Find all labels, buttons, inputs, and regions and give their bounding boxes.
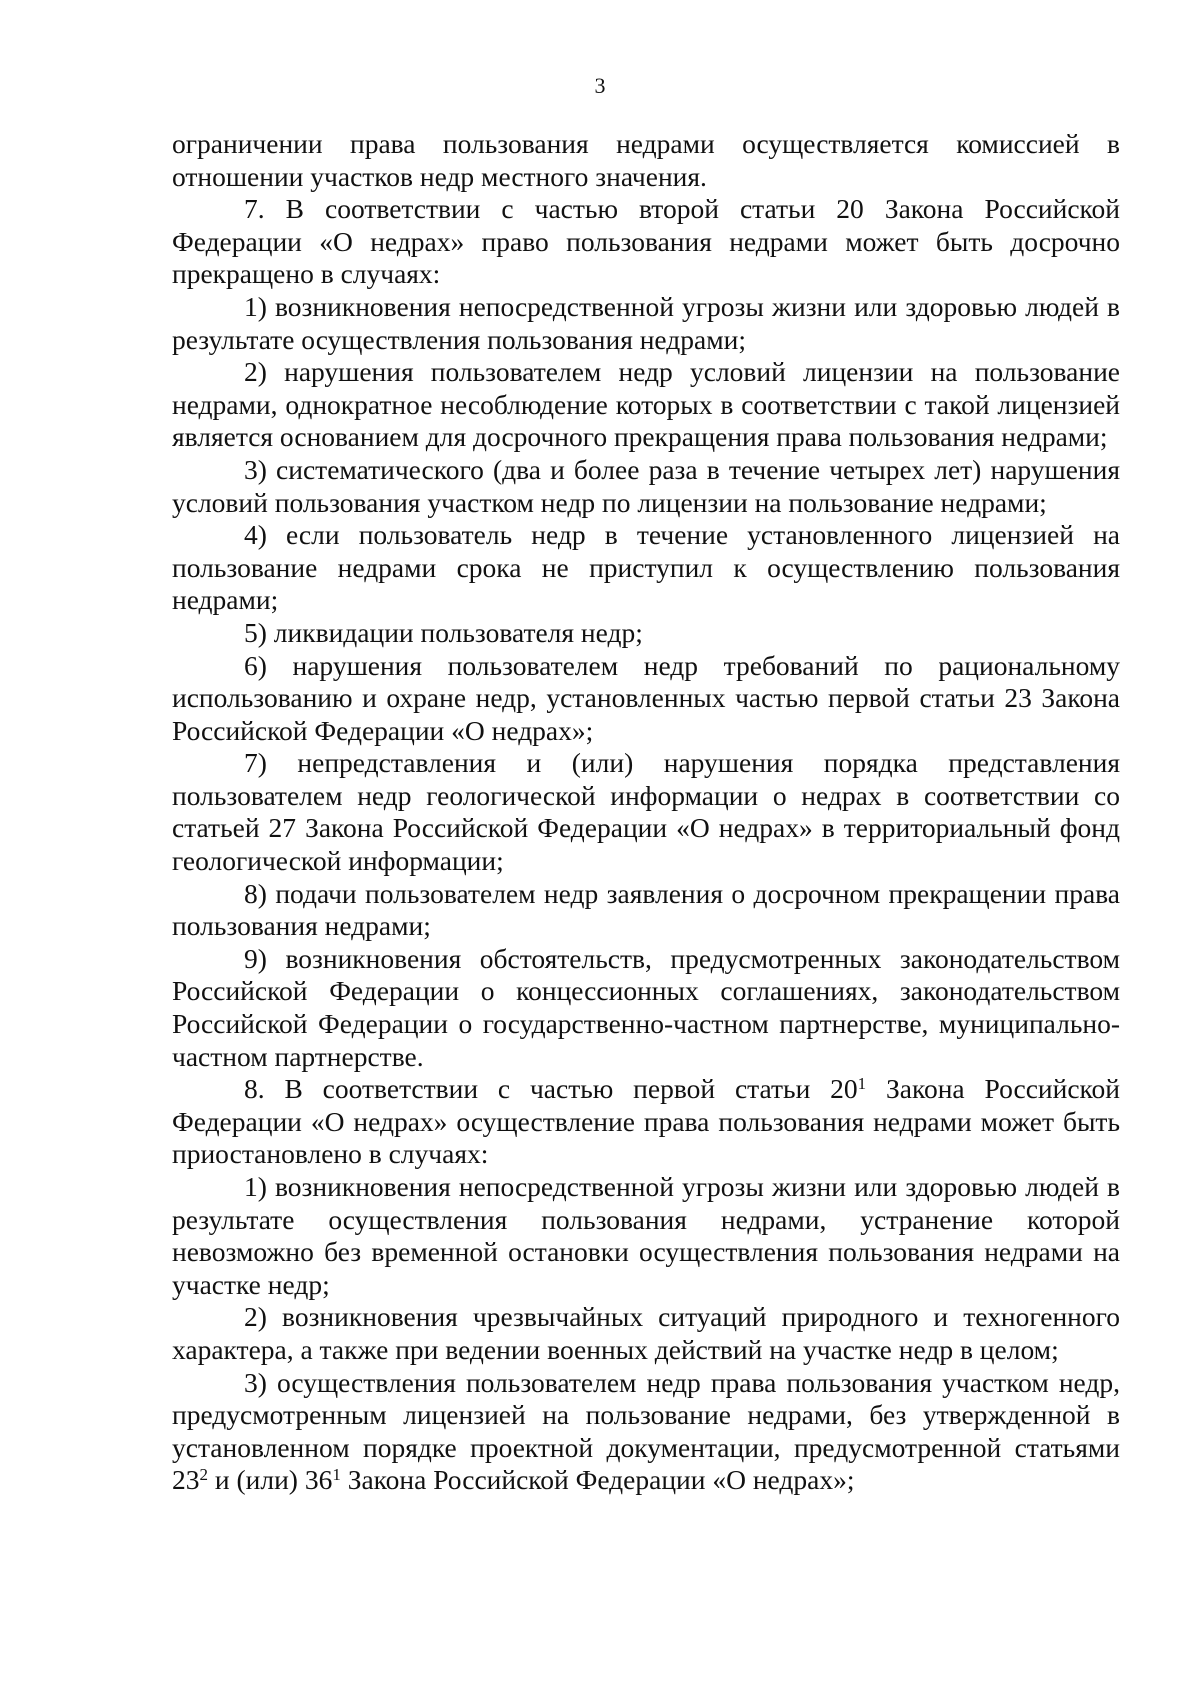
list-item-7-3: 3) систематического (два и более раза в течение четырех лет) нарушения условий пользования участком недр по лицензии на пользование недрами;	[172, 453, 1120, 518]
list-item-8-1: 1) возникновения непосредственной угрозы жизни или здоровью людей в результате осуществления пользования недрами, устранение которой невозможно без временной остановки осуществления пользования недрами на участке недр;	[172, 1171, 1120, 1300]
article-superscript: 2	[199, 1465, 208, 1485]
item-8-3-text-middle: и (или) 36	[208, 1464, 333, 1496]
section-8-text-end: Закона Российской Федерации «О недрах» осуществление права пользования недрами может быть приостановлено в случаях:	[172, 1073, 1120, 1170]
list-item-7-4: 4) если пользователь недр в течение установленного лицензией на пользование недрами срока не приступил к осуществлению пользования недрами;	[172, 519, 1120, 616]
paragraph-section-7: 7. В соответствии с частью второй статьи 20 Закона Российской Федерации «О недрах» право пользования недрами может быть досрочно прекращено в случаях:	[172, 193, 1120, 290]
list-item-7-9: 9) возникновения обстоятельств, предусмотренных законодательством Российской Федерации о концессионных соглашениях, законодательством Российской Федерации о государственно-частном партнерстве, муниципально-частном партнерстве.	[172, 942, 1120, 1072]
document-body	[172, 128, 1120, 1497]
list-item-7-7: 7) непредставления и (или) нарушения порядка представления пользователем недр геологической информации о недрах в соответствии со статьей 27 Закона Российской Федерации «О недрах» в территориальный фонд геологической информации;	[172, 747, 1120, 877]
list-item-7-1: 1) возникновения непосредственной угрозы жизни или здоровью людей в результате осуществления пользования недрами;	[172, 290, 1120, 355]
paragraph-continuation: ограничении права пользования недрами осуществляется комиссией в отношении участков недр местного значения.	[172, 128, 1120, 192]
section-8-text-start: 8. В соответствии с частью первой статьи 20	[244, 1073, 858, 1105]
article-superscript: 1	[332, 1465, 341, 1485]
list-item-7-2: 2) нарушения пользователем недр условий лицензии на пользование недрами, однократное несоблюдение которых в соответствии с такой лицензией является основанием для досрочного прекращения права пользования недрами;	[172, 356, 1120, 453]
list-item-7-8: 8) подачи пользователем недр заявления о досрочном прекращении права пользования недрами;	[172, 877, 1120, 942]
page-number: 3	[594, 73, 606, 98]
paragraph-section-8	[172, 1073, 1120, 1171]
list-item-7-5: 5) ликвидации пользователя недр;	[244, 616, 643, 648]
item-8-3-text-start: 3) осуществления пользователем недр права пользования участком недр, предусмотренным лицензией на пользование недрами, без утвержденной в установленном порядке проектной документации, предусмотренной статьями 23	[172, 1366, 1120, 1496]
item-8-3-text-end: Закона Российской Федерации «О недрах»;	[340, 1464, 855, 1496]
article-superscript: 1	[857, 1074, 867, 1094]
list-item-8-3	[172, 1367, 1120, 1497]
list-item-7-6: 6) нарушения пользователем недр требований по рациональному использованию и охране недр, установленных частью первой статьи 23 Закона Российской Федерации «О недрах»;	[172, 649, 1120, 746]
list-item-8-2: 2) возникновения чрезвычайных ситуаций природного и техногенного характера, а также при ведении военных действий на участке недр в целом;	[172, 1301, 1120, 1365]
